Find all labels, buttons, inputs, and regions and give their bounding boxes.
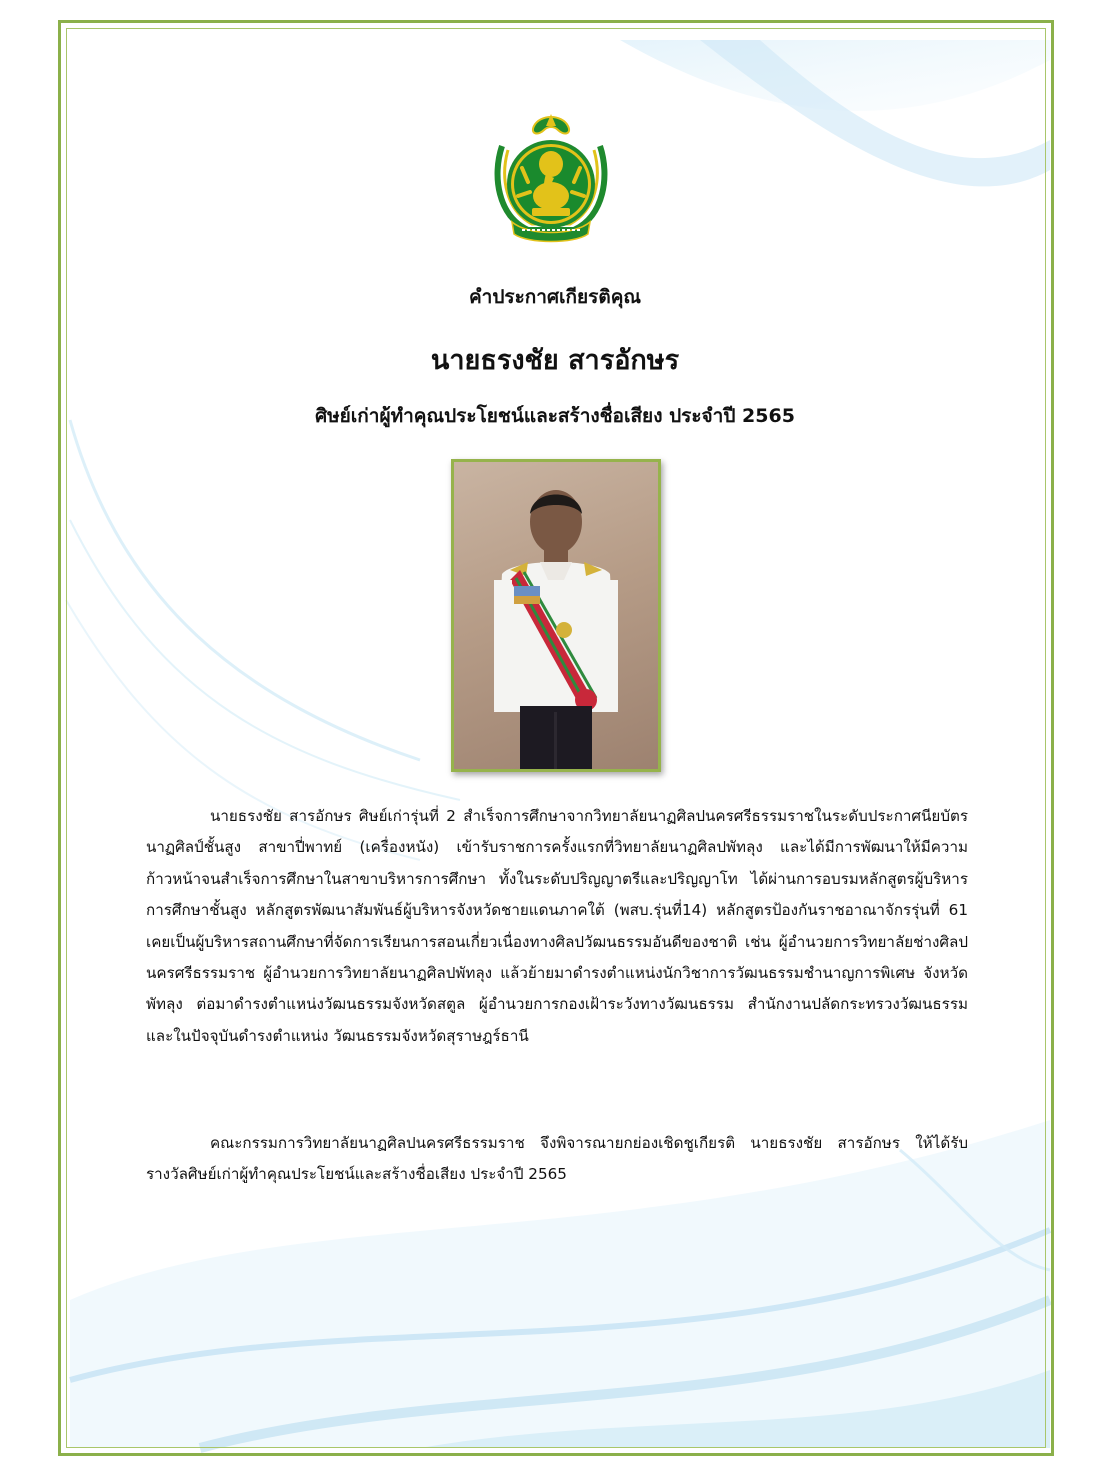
- certificate-label: คำประกาศเกียรติคุณ: [468, 286, 642, 308]
- honoree-name: นายธรงชัย สารอักษร: [430, 345, 680, 376]
- resolution-paragraph: คณะกรรมการวิทยาลัยนาฏศิลปนครศรีธรรมราช จึงพิจารณายกย่องเชิดชูเกียรติ นายธรงชัย สารอักษร ให้ได้รับรางวัลศิษย์เก่าผู้ทำคุณประโยชน์และสร้างชื่อเสียง ประจำปี 2565: [146, 1134, 968, 1184]
- biography-paragraph: นายธรงชัย สารอักษร ศิษย์เก่ารุ่นที่ 2 สำเร็จการศึกษาจากวิทยาลัยนาฏศิลปนครศรีธรรมราชในระดับประกาศนียบัตรนาฏศิลป์ชั้นสูง สาขาปี่พาทย์ (เครื่องหนัง) เข้ารับราชการครั้งแรกที่วิทยาลัยนาฏศิลปพัทลุง และได้มีการพัฒนาให้มีความก้าวหน้าจนสำเร็จการศึกษาในสาขาบริหารการศึกษา ทั้งในระดับปริญญาตรีและปริญญาโท ได้ผ่านการอบรมหลักสูตรผู้บริหารการศึกษาชั้นสูง หลักสูตรพัฒนาสัมพันธ์ผู้บริหารจังหวัดชายแดนภาคใต้ (พสบ.รุ่นที่14) หลักสูตรป้องกันราชอาณาจักรรุ่นที่ 61 เคยเป็นผู้บริหารสถานศึกษาที่จัดการเรียนการสอนเกี่ยวเนื่องทางศิลปวัฒนธรรมอันดีของชาติ เช่น ผู้อำนวยการวิทยาลัยช่างศิลปนครศรีธรรมราช ผู้อำนวยการวิทยาลัยนาฏศิลปพัทลุง แล้วย้ายมาดำรงตำแหน่งนักวิชาการวัฒนธรรมชำนาญการพิเศษ จังหวัดพัทลุง ต่อมาดำรงตำแหน่งวัฒนธรรมจังหวัดสตูล ผู้อำนวยการกองเฝ้าระวังทางวัฒนธรรม สำนักงานปลัดกระทรวงวัฒนธรรม และในปัจจุบันดำรงตำแหน่ง วัฒนธรรมจังหวัดสุราษฎร์ธานี: [146, 807, 968, 1045]
- honoree-photo: [451, 459, 661, 772]
- ganesha-emblem-icon: [488, 106, 614, 246]
- award-title: ศิษย์เก่าผู้ทำคุณประโยชน์และสร้างชื่อเสียง ประจำปี 2565: [315, 405, 795, 427]
